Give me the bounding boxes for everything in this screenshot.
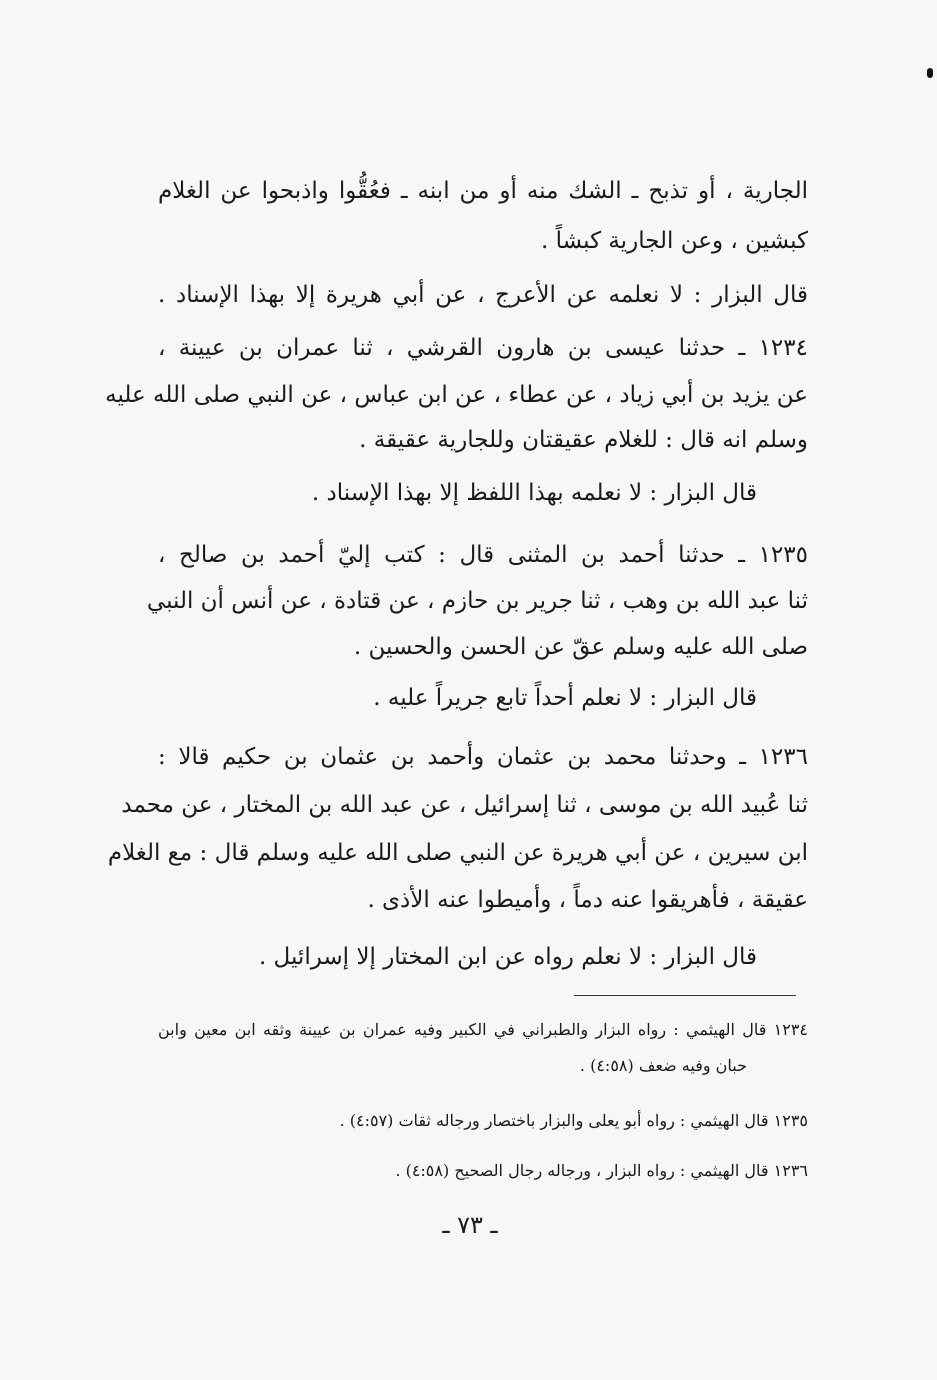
footnote-separator [574, 995, 796, 996]
body-line: الجارية ، أو تذبح ـ الشك منه أو من ابنه ـ فعُقُّوا واذبحوا عن الغلام [158, 178, 808, 204]
body-line: كبشين ، وعن الجارية كبشاً . [541, 228, 808, 254]
footnote-1236: ١٢٣٦ قال الهيثمي : رواه البزار ، ورجاله رجال الصحيح (٤:٥٨) . [395, 1161, 808, 1180]
footnote-1234-cont: حبان وفيه ضعف (٤:٥٨) . [579, 1056, 747, 1075]
bazzar-note: قال البزار : لا نعلم أحداً تابع جريراً عليه . [373, 685, 757, 711]
hadith-1236-line: ١٢٣٦ ـ وحدثنا محمد بن عثمان وأحمد بن عثمان بن حكيم قالا : [158, 744, 808, 770]
hadith-1236-line: ابن سيرين ، عن أبي هريرة عن النبي صلى الله عليه وسلم قال : مع الغلام [107, 840, 808, 866]
bazzar-note: قال البزار : لا نعلمه عن الأعرج ، عن أبي هريرة إلا بهذا الإسناد . [158, 282, 809, 308]
bazzar-note: قال البزار : لا نعلمه بهذا اللفظ إلا بهذا الإسناد . [311, 480, 757, 506]
hadith-1236-line: ثنا عُبيد الله بن موسى ، ثنا إسرائيل ، عن عبد الله بن المختار ، عن محمد [121, 792, 808, 818]
footnote-1235: ١٢٣٥ قال الهيثمي : رواه أبو يعلى والبزار باختصار ورجاله ثقات (٤:٥٧) . [339, 1111, 808, 1130]
hadith-1234-line: ١٢٣٤ ـ حدثنا عيسى بن هارون القرشي ، ثنا عمران بن عيينة ، [158, 335, 808, 361]
hadith-1234-line: وسلم انه قال : للغلام عقيقتان وللجارية عقيقة . [359, 427, 808, 453]
hadith-1235-line: ثنا عبد الله بن وهب ، ثنا جرير بن حازم ، عن قتادة ، عن أنس أن النبي [146, 588, 808, 614]
hadith-1236-line: عقيقة ، فأهريقوا عنه دماً ، وأميطوا عنه الأذى . [367, 887, 808, 913]
hadith-1235-line: صلى الله عليه وسلم عقّ عن الحسن والحسين . [353, 634, 808, 660]
footnote-1234: ١٢٣٤ قال الهيثمي : رواه البزار والطبراني في الكبير وفيه عمران بن عيينة وثقه ابن معين وابن [158, 1020, 808, 1039]
hadith-1235-line: ١٢٣٥ ـ حدثنا أحمد بن المثنى قال : كتب إليّ أحمد بن صالح ، [158, 542, 808, 568]
page-number: ـ ٧٣ ـ [442, 1211, 498, 1239]
bazzar-note: قال البزار : لا نعلم رواه عن ابن المختار إلا إسرائيل . [258, 944, 757, 970]
edge-mark [927, 68, 933, 78]
hadith-1234-line: عن يزيد بن أبي زياد ، عن عطاء ، عن ابن عباس ، عن النبي صلى الله عليه [105, 382, 808, 408]
